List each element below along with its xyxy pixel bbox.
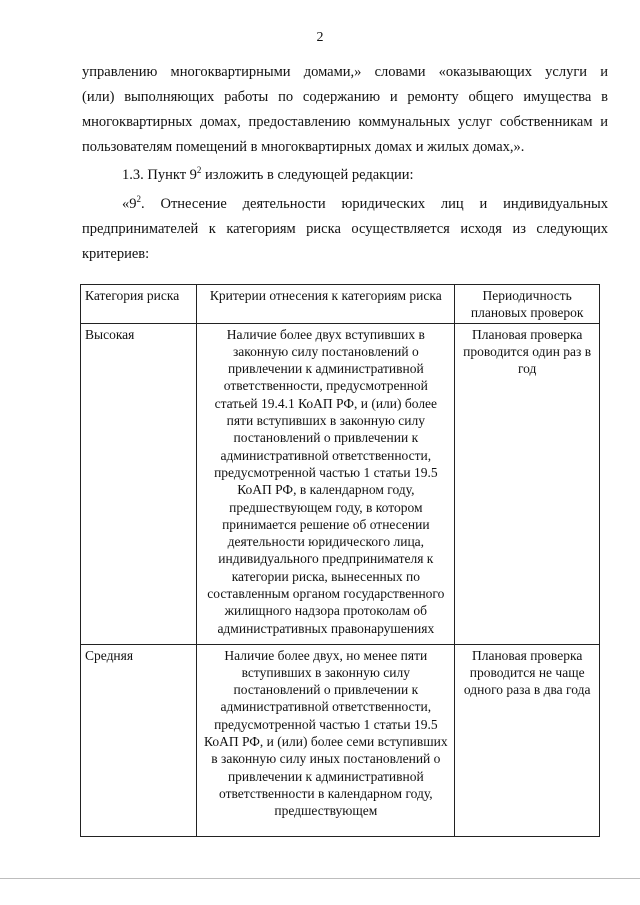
- paragraph-line: управлению многоквартирными домами,» словами «оказывающих услуги и: [82, 64, 608, 80]
- paragraph-line: многоквартирных домах, предоставлению коммунальных услуг собственникам и: [82, 114, 608, 130]
- paragraph-line: (или) выполняющих работы по содержанию и ремонту общего имущества в: [82, 89, 608, 105]
- page-bottom-edge: [0, 878, 640, 879]
- paragraph-line: пользователям помещений в многоквартирных домах и жилых домах,».: [82, 139, 525, 155]
- row-category: Высокая: [81, 323, 197, 644]
- clause-open: «9: [122, 196, 137, 212]
- risk-criteria-table: [80, 284, 600, 837]
- item-1-3-text-end: изложить в следующей редакции:: [201, 167, 414, 183]
- header-criteria: Критерии отнесения к категориям риска: [197, 285, 455, 324]
- clause-superscript: 2: [136, 194, 141, 204]
- clause-line1-rest: . Отнесение деятельности юридических лиц и индивидуальных: [141, 196, 608, 212]
- table-header-row: [81, 285, 600, 324]
- paragraph-line: [82, 192, 608, 217]
- row-criteria: Наличие более двух вступивших в законную силу постановлений о привлечении к административной ответственности, предусмотренной статьей 19.4.1 КоАП РФ, и (или) более пяти вступивших в законную силу постановлений о привлечении к административной ответственности, предусмотренной частью 1 статьи 19.5 КоАП РФ, в календарном году, предшествующем году, в котором принимается решение об отнесении деятельности юридического лица, индивидуального предпринимателя к категории риска, вынесенных по составленным органом государственного жилищного надзора протоколам об административных правонарушениях: [197, 323, 455, 644]
- paragraph-clause-9-2: [82, 192, 608, 267]
- paragraph-line: предпринимателей к категориям риска осуществляется исходя из следующих: [82, 221, 608, 237]
- row-category: Средняя: [81, 644, 197, 836]
- paragraph-item-1-3: [82, 163, 608, 188]
- header-category: Категория риска: [81, 285, 197, 324]
- table-row: [81, 323, 600, 644]
- header-periodicity: Периодичность плановых проверок: [455, 285, 600, 324]
- page-number: 2: [316, 30, 324, 45]
- item-1-3-text-start: 1.3. Пункт 9: [122, 167, 197, 183]
- row-criteria: Наличие более двух, но менее пяти вступивших в законную силу постановлений о привлечении к административной ответственности, предусмотренной частью 1 статьи 19.5 КоАП РФ, и (или) более семи вступивших в законную силу иных постановлений о привлечении к административной ответственности в календарном году, предшествующем: [197, 644, 455, 836]
- table-row: [81, 644, 600, 836]
- row-periodicity: Плановая проверка проводится не чаще одного раза в два года: [455, 644, 600, 836]
- row-periodicity: Плановая проверка проводится один раз в год: [455, 323, 600, 644]
- paragraph-line: критериев:: [82, 246, 150, 262]
- paragraph-amendment: [82, 60, 608, 160]
- item-1-3-superscript: 2: [196, 165, 202, 175]
